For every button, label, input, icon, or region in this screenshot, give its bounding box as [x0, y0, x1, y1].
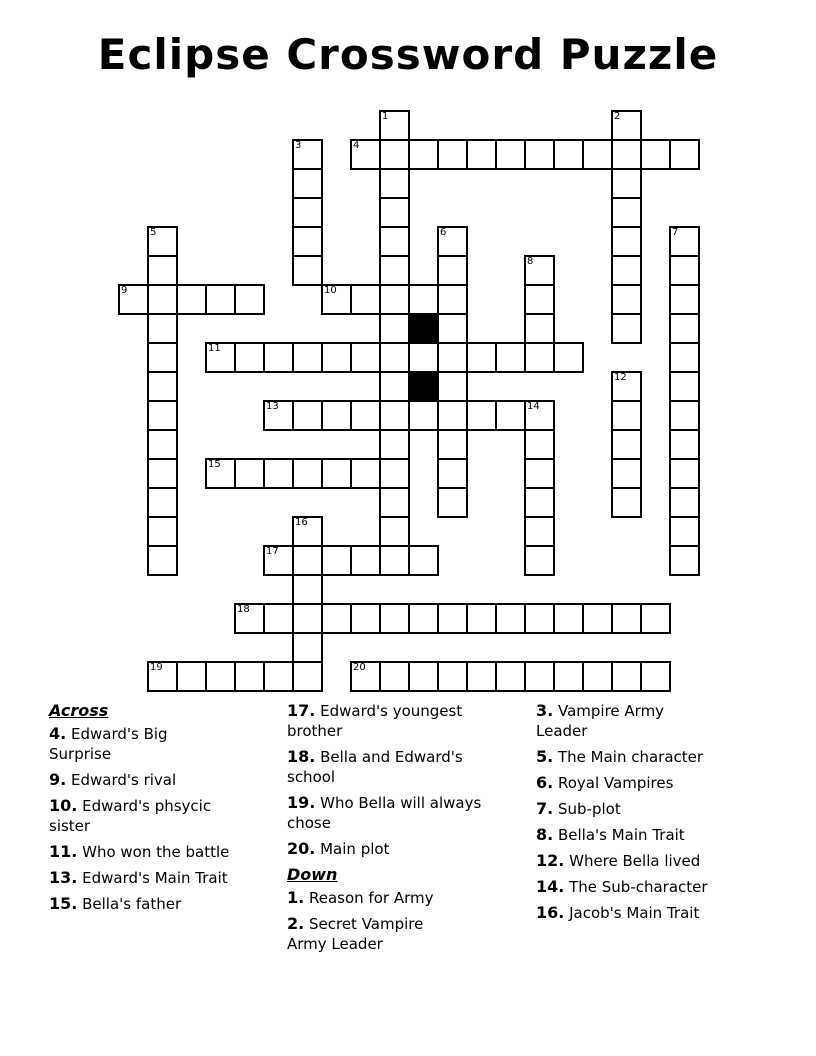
grid-cell[interactable]	[350, 342, 381, 373]
grid-cell[interactable]	[437, 400, 468, 431]
grid-cell[interactable]	[321, 603, 352, 634]
clue-number: 15.	[49, 894, 78, 913]
clue-2	[287, 914, 529, 954]
grid-cell[interactable]	[147, 458, 178, 489]
page-title: Eclipse Crossword Puzzle	[97, 30, 719, 79]
cell-number: 13	[266, 401, 279, 412]
clue-7	[536, 799, 766, 819]
grid-cell[interactable]	[495, 661, 526, 692]
grid-cell[interactable]	[147, 487, 178, 518]
grid-cell[interactable]	[582, 603, 613, 634]
grid-cell[interactable]	[611, 661, 642, 692]
clue-number: 5.	[536, 747, 554, 766]
grid-cell[interactable]	[263, 603, 294, 634]
grid-cell[interactable]	[611, 458, 642, 489]
clue-number: 12.	[536, 851, 565, 870]
grid-cell[interactable]	[611, 313, 642, 344]
clue-text: Edward's rival	[66, 771, 177, 789]
grid-cell[interactable]	[437, 603, 468, 634]
grid-cell[interactable]	[524, 139, 555, 170]
clue-number: 10.	[49, 796, 78, 815]
grid-cell[interactable]	[350, 545, 381, 576]
clue-9	[49, 770, 281, 790]
grid-cell[interactable]	[669, 342, 700, 373]
grid-cell[interactable]	[611, 400, 642, 431]
grid-cell[interactable]	[292, 168, 323, 199]
grid-cell[interactable]	[611, 603, 642, 634]
clue-column-left	[49, 701, 281, 920]
grid-cell[interactable]	[611, 197, 642, 228]
clue-text: Bella and Edward's	[315, 748, 463, 766]
clue-4	[49, 724, 281, 764]
clue-number: 17.	[287, 701, 316, 720]
cell-number: 16	[295, 517, 308, 528]
grid-cell[interactable]	[669, 371, 700, 402]
grid-cell[interactable]	[176, 661, 207, 692]
grid-cell[interactable]	[350, 400, 381, 431]
grid-cell[interactable]	[524, 458, 555, 489]
cell-number: 1	[382, 111, 389, 122]
grid-cell[interactable]	[205, 661, 236, 692]
grid-cell[interactable]	[669, 284, 700, 315]
black-cell	[408, 371, 439, 402]
grid-cell[interactable]	[263, 458, 294, 489]
clue-text: Where Bella lived	[564, 852, 701, 870]
grid-cell[interactable]	[379, 371, 410, 402]
grid-cell[interactable]	[379, 545, 410, 576]
grid-cell[interactable]	[524, 342, 555, 373]
grid-cell[interactable]	[611, 284, 642, 315]
grid-cell[interactable]	[524, 284, 555, 315]
clue-text: Who Bella will always	[315, 794, 482, 812]
clue-text: Edward's Big	[66, 725, 168, 743]
grid-cell[interactable]	[205, 284, 236, 315]
clue-number: 8.	[536, 825, 554, 844]
grid-cell[interactable]	[582, 661, 613, 692]
clue-12	[536, 851, 766, 871]
grid-cell[interactable]	[234, 342, 265, 373]
grid-cell[interactable]	[466, 342, 497, 373]
grid-cell[interactable]	[350, 458, 381, 489]
grid-cell[interactable]	[321, 458, 352, 489]
grid-cell[interactable]	[379, 139, 410, 170]
clue-10	[49, 796, 281, 836]
cell-number: 3	[295, 140, 302, 151]
grid-cell[interactable]	[379, 661, 410, 692]
grid-cell[interactable]	[263, 661, 294, 692]
clues-heading-down: Down	[287, 865, 338, 884]
grid-cell[interactable]	[640, 139, 671, 170]
clue-16	[536, 903, 766, 923]
clue-1	[287, 888, 529, 908]
grid-cell[interactable]	[495, 342, 526, 373]
grid-cell[interactable]	[553, 603, 584, 634]
grid-cell[interactable]	[524, 545, 555, 576]
grid-cell[interactable]	[466, 661, 497, 692]
grid-cell[interactable]	[553, 139, 584, 170]
clue-text: Secret Vampire	[304, 915, 424, 933]
grid-cell[interactable]	[379, 458, 410, 489]
clue-number: 9.	[49, 770, 67, 789]
clue-number: 14.	[536, 877, 565, 896]
grid-cell[interactable]	[408, 400, 439, 431]
clue-text: brother	[287, 722, 343, 740]
clue-number: 19.	[287, 793, 316, 812]
cell-number: 15	[208, 459, 221, 470]
grid-cell[interactable]	[292, 603, 323, 634]
clue-number: 18.	[287, 747, 316, 766]
cell-number: 10	[324, 285, 337, 296]
grid-cell[interactable]	[379, 168, 410, 199]
clue-19	[287, 793, 529, 833]
grid-cell[interactable]	[640, 603, 671, 634]
cell-number: 5	[150, 227, 157, 238]
grid-cell[interactable]	[524, 429, 555, 460]
grid-cell[interactable]	[611, 139, 642, 170]
grid-cell[interactable]	[292, 545, 323, 576]
cell-number: 12	[614, 372, 627, 383]
grid-cell[interactable]	[379, 429, 410, 460]
grid-cell[interactable]	[147, 429, 178, 460]
grid-cell[interactable]	[408, 603, 439, 634]
grid-cell[interactable]	[263, 342, 294, 373]
grid-cell[interactable]	[437, 342, 468, 373]
clue-number: 4.	[49, 724, 67, 743]
cell-number: 18	[237, 604, 250, 615]
grid-cell[interactable]	[640, 661, 671, 692]
clue-text: Edward's youngest	[315, 702, 463, 720]
grid-cell[interactable]	[524, 487, 555, 518]
clue-number: 11.	[49, 842, 78, 861]
clue-text: Who won the battle	[77, 843, 230, 861]
clue-17	[287, 701, 529, 741]
clue-3	[536, 701, 766, 741]
clue-text: school	[287, 768, 336, 786]
clue-text: Bella's father	[77, 895, 182, 913]
grid-cell[interactable]	[321, 400, 352, 431]
cell-number: 4	[353, 140, 360, 151]
clue-number: 6.	[536, 773, 554, 792]
grid-cell[interactable]	[437, 255, 468, 286]
crossword-grid	[118, 110, 700, 692]
grid-cell[interactable]	[408, 139, 439, 170]
grid-cell[interactable]	[292, 574, 323, 605]
grid-cell[interactable]	[611, 226, 642, 257]
clue-column-middle	[287, 701, 529, 960]
grid-cell[interactable]	[292, 197, 323, 228]
grid-cell[interactable]	[234, 458, 265, 489]
grid-cell[interactable]	[669, 255, 700, 286]
clues-heading-across: Across	[49, 701, 109, 720]
grid-cell[interactable]	[495, 603, 526, 634]
clue-text: chose	[287, 814, 331, 832]
grid-cell[interactable]	[437, 429, 468, 460]
grid-cell[interactable]	[350, 284, 381, 315]
clue-text: Edward's Main Trait	[77, 869, 228, 887]
grid-cell[interactable]	[611, 429, 642, 460]
clue-text: Army Leader	[287, 935, 383, 953]
grid-cell[interactable]	[292, 342, 323, 373]
grid-cell[interactable]	[611, 255, 642, 286]
clue-text: Vampire Army	[553, 702, 665, 720]
grid-cell[interactable]	[437, 661, 468, 692]
grid-cell[interactable]	[234, 661, 265, 692]
clue-text: The Main character	[553, 748, 704, 766]
clue-text: Jacob's Main Trait	[564, 904, 700, 922]
clue-text: Sub-plot	[553, 800, 621, 818]
grid-cell[interactable]	[495, 139, 526, 170]
grid-cell[interactable]	[495, 400, 526, 431]
clue-number: 1.	[287, 888, 305, 907]
grid-cell[interactable]	[553, 661, 584, 692]
cell-number: 8	[527, 256, 534, 267]
grid-cell[interactable]	[437, 139, 468, 170]
cell-number: 2	[614, 111, 621, 122]
grid-cell[interactable]	[524, 661, 555, 692]
clue-6	[536, 773, 766, 793]
grid-cell[interactable]	[379, 342, 410, 373]
grid-cell[interactable]	[379, 226, 410, 257]
grid-cell[interactable]	[321, 545, 352, 576]
grid-cell[interactable]	[669, 429, 700, 460]
grid-cell[interactable]	[379, 313, 410, 344]
cell-number: 14	[527, 401, 540, 412]
grid-cell[interactable]	[582, 139, 613, 170]
grid-cell[interactable]	[147, 545, 178, 576]
grid-cell[interactable]	[408, 284, 439, 315]
clue-text: Leader	[536, 722, 588, 740]
grid-cell[interactable]	[408, 661, 439, 692]
grid-cell[interactable]	[147, 284, 178, 315]
grid-cell[interactable]	[176, 284, 207, 315]
clue-column-right	[536, 701, 766, 929]
grid-cell[interactable]	[669, 458, 700, 489]
grid-cell[interactable]	[292, 632, 323, 663]
grid-cell[interactable]	[669, 139, 700, 170]
grid-cell[interactable]	[466, 139, 497, 170]
cell-number: 9	[121, 285, 128, 296]
clue-number: 20.	[287, 839, 316, 858]
grid-cell[interactable]	[350, 603, 381, 634]
grid-cell[interactable]	[292, 400, 323, 431]
grid-cell[interactable]	[147, 400, 178, 431]
grid-cell[interactable]	[408, 342, 439, 373]
clue-text: Main plot	[315, 840, 390, 858]
grid-cell[interactable]	[553, 342, 584, 373]
grid-cell[interactable]	[466, 400, 497, 431]
grid-cell[interactable]	[379, 603, 410, 634]
clue-text: sister	[49, 817, 91, 835]
clue-8	[536, 825, 766, 845]
grid-cell[interactable]	[669, 313, 700, 344]
clue-20	[287, 839, 529, 859]
clue-text: Edward's phsycic	[77, 797, 212, 815]
clue-number: 3.	[536, 701, 554, 720]
grid-cell[interactable]	[437, 458, 468, 489]
grid-cell[interactable]	[669, 400, 700, 431]
grid-cell[interactable]	[669, 487, 700, 518]
clue-number: 13.	[49, 868, 78, 887]
clue-5	[536, 747, 766, 767]
clue-number: 16.	[536, 903, 565, 922]
clue-number: 7.	[536, 799, 554, 818]
grid-cell[interactable]	[234, 284, 265, 315]
cell-number: 20	[353, 662, 366, 673]
grid-cell[interactable]	[321, 342, 352, 373]
grid-cell[interactable]	[669, 516, 700, 547]
grid-cell[interactable]	[379, 487, 410, 518]
clue-11	[49, 842, 281, 862]
grid-cell[interactable]	[611, 168, 642, 199]
grid-cell[interactable]	[437, 313, 468, 344]
clue-text: Reason for Army	[304, 889, 434, 907]
clue-text: Royal Vampires	[553, 774, 674, 792]
grid-cell[interactable]	[147, 516, 178, 547]
grid-cell[interactable]	[524, 603, 555, 634]
grid-cell[interactable]	[466, 603, 497, 634]
grid-cell[interactable]	[147, 313, 178, 344]
grid-cell[interactable]	[292, 458, 323, 489]
grid-cell[interactable]	[292, 661, 323, 692]
cell-number: 17	[266, 546, 279, 557]
clue-13	[49, 868, 281, 888]
grid-cell[interactable]	[292, 226, 323, 257]
grid-cell[interactable]	[379, 197, 410, 228]
clue-text: The Sub-character	[564, 878, 708, 896]
clue-number: 2.	[287, 914, 305, 933]
grid-cell[interactable]	[437, 371, 468, 402]
cell-number: 6	[440, 227, 447, 238]
grid-cell[interactable]	[379, 284, 410, 315]
grid-cell[interactable]	[408, 545, 439, 576]
grid-cell[interactable]	[147, 371, 178, 402]
black-cell	[408, 313, 439, 344]
grid-cell[interactable]	[379, 516, 410, 547]
grid-cell[interactable]	[292, 255, 323, 286]
grid-cell[interactable]	[524, 313, 555, 344]
clue-15	[49, 894, 281, 914]
grid-cell[interactable]	[379, 255, 410, 286]
grid-cell[interactable]	[611, 487, 642, 518]
grid-cell[interactable]	[147, 255, 178, 286]
clue-18	[287, 747, 529, 787]
cell-number: 19	[150, 662, 163, 673]
grid-cell[interactable]	[437, 284, 468, 315]
cell-number: 7	[672, 227, 679, 238]
grid-cell[interactable]	[524, 516, 555, 547]
grid-cell[interactable]	[437, 487, 468, 518]
cell-number: 11	[208, 343, 221, 354]
clue-text: Bella's Main Trait	[553, 826, 685, 844]
grid-cell[interactable]	[669, 545, 700, 576]
clue-14	[536, 877, 766, 897]
clue-text: Surprise	[49, 745, 112, 763]
grid-cell[interactable]	[147, 342, 178, 373]
grid-cell[interactable]	[379, 400, 410, 431]
